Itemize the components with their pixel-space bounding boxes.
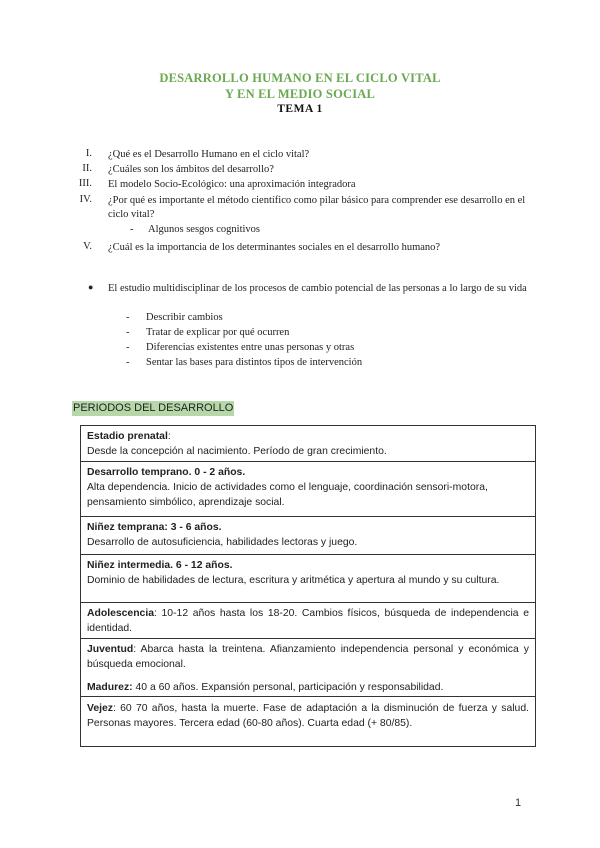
period-text: Abarca hasta la treintena. Afianzamiento independencia personal y económica y búsqueda emocional. — [87, 644, 529, 670]
period-label: Desarrollo temprano. 0 - 2 años. — [87, 467, 246, 478]
document-title-line1: DESARROLLO HUMANO EN EL CICLO VITAL — [159, 71, 441, 85]
period-text: 10-12 años hasta los 18-20. Cambios físicos, búsqueda de independencia e identidad. — [87, 608, 529, 634]
periodos-heading: PERIODOS DEL DESARROLLO — [73, 402, 234, 414]
period-label: Madurez: — [87, 682, 133, 693]
bullet-icon: ● — [88, 282, 94, 292]
period-label: Niñez temprana: 3 - 6 años. — [87, 522, 222, 533]
divider — [81, 696, 535, 697]
period-cell-ninez-intermedia — [81, 555, 535, 588]
toc-text: El modelo Socio-Ecológico: una aproximación integradora — [108, 179, 356, 190]
toc-number: V. — [83, 241, 92, 252]
period-cell-juventud: Juventud: Abarca hasta la treintena. Afianzamiento independencia personal y económica y búsqueda emocional. — [87, 644, 529, 670]
period-label: Niñez intermedia. 6 - 12 años. — [87, 560, 233, 571]
period-label: Estadio prenatal — [87, 431, 168, 442]
periods-table — [80, 425, 536, 747]
period-text: 40 a 60 años. Expansión personal, participación y responsabilidad. — [132, 682, 444, 693]
toc-text: ¿Por qué es importante el método científico como pilar básico para comprender ese desarrollo en el ciclo vital? — [108, 195, 526, 220]
period-cell-madurez — [81, 677, 535, 695]
toc-number: I. — [85, 148, 92, 159]
toc-number: II. — [82, 163, 92, 174]
document-title-line2: Y EN EL MEDIO SOCIAL — [224, 87, 376, 101]
intro-text: El estudio multidisciplinar de los procesos de cambio potencial de las personas a lo largo de su vida — [108, 283, 527, 294]
toc-number: IV. — [79, 194, 92, 205]
period-cell-prenatal: Estadio prenatal: Desde la concepción al nacimiento. Período de gran crecimiento. — [87, 431, 387, 457]
period-text: Desarrollo de autosuficiencia, habilidades lectoras y juego. — [87, 537, 358, 548]
toc-number: III. — [78, 178, 92, 189]
period-cell-temprano — [81, 462, 535, 510]
page-number: 1 — [515, 797, 522, 809]
period-label: Adolescencia — [87, 608, 154, 619]
toc-text: ¿Qué es el Desarrollo Humano en el ciclo vital? — [108, 149, 310, 160]
period-cell-ninez-temprana — [81, 517, 535, 550]
period-label: Juventud — [87, 644, 134, 655]
toc-text: ¿Cuáles son los ámbitos del desarrollo? — [108, 164, 274, 175]
toc-subitem-text: Algunos sesgos cognitivos — [148, 224, 261, 235]
tema-heading: TEMA 1 — [277, 103, 323, 115]
period-cell-adolescencia: Adolescencia: 10-12 años hasta los 18-20. Cambios físicos, búsqueda de independencia e identidad. — [87, 608, 529, 634]
period-text: Desde la concepción al nacimiento. Período de gran crecimiento. — [87, 446, 387, 457]
period-text: Dominio de habilidades de lectura, escritura y aritmética y apertura al mundo y su cultura. — [87, 575, 500, 586]
period-label: Vejez — [87, 703, 113, 714]
toc-text: ¿Cuál es la importancia de los determinantes sociales en el desarrollo humano? — [108, 242, 441, 253]
period-cell-vejez: Vejez: 60 70 años, hasta la muerte. Fase de adaptación a la disminución de fuerza y salud. Personas mayores. Tercera edad (60-80 años). Cuarta edad (+ 80/85). — [87, 703, 529, 729]
period-text: 60 70 años, hasta la muerte. Fase de adaptación a la disminución de fuerza y salud. Personas mayores. Tercera edad (60-80 años). Cuarta edad (+ 80/85). — [87, 703, 529, 729]
period-text: Alta dependencia. Inicio de actividades como el lenguaje, coordinación sensori-motora, pensamiento simbólico, aprendizaje social. — [87, 482, 488, 508]
